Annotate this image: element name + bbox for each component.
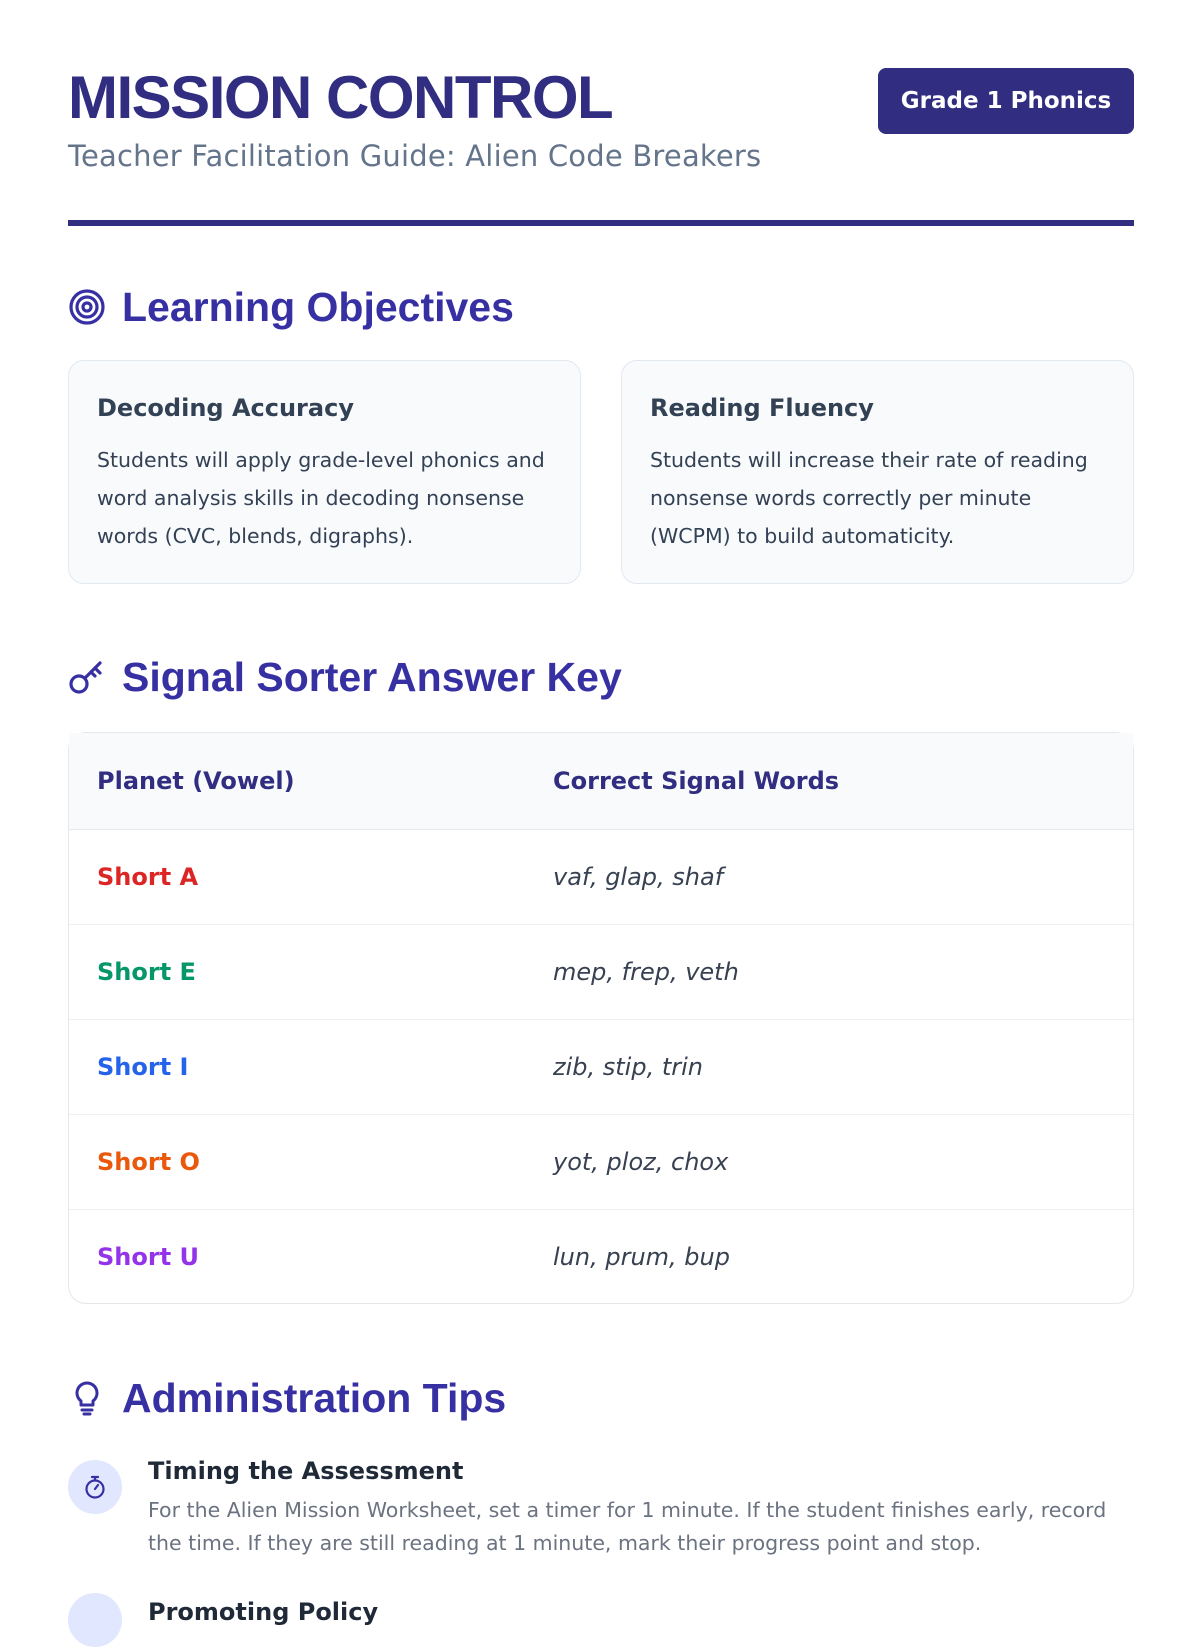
tip-title: Timing the Assessment xyxy=(148,1457,464,1485)
section-title: Learning Objectives xyxy=(122,284,514,330)
objectives-heading xyxy=(68,282,514,332)
column-header: Planet (Vowel) xyxy=(69,733,525,830)
answer-key-table xyxy=(68,732,1134,1304)
table-row xyxy=(69,925,1133,1020)
signal-words-cell: vaf, glap, shaf xyxy=(525,830,1133,925)
stopwatch-icon xyxy=(68,1460,122,1514)
page-title: MISSION CONTROL xyxy=(68,64,613,131)
signal-words-cell: lun, prum, bup xyxy=(553,1243,730,1271)
lightbulb-icon xyxy=(68,1379,106,1417)
table-header-row xyxy=(69,733,1133,830)
objective-card xyxy=(68,360,581,584)
answer-key-heading xyxy=(68,652,622,702)
table-row xyxy=(69,830,1133,925)
tip-title: Promoting Policy xyxy=(148,1598,379,1626)
tip-text: For the Alien Mission Worksheet, set a timer for 1 minute. If the student finishes early, record the time. If they are still reading at 1 minute, mark their progress point and stop. xyxy=(148,1498,1107,1555)
planet-vowel-cell: Short E xyxy=(69,925,525,1020)
planet-vowel-cell: Short I xyxy=(69,1020,525,1115)
table-row xyxy=(69,1115,1133,1210)
planet-vowel-cell: Short A xyxy=(69,830,525,925)
objectives-cards xyxy=(68,360,1134,584)
signal-words-cell: mep, frep, veth xyxy=(525,925,1133,1020)
tip-icon xyxy=(68,1593,122,1647)
tips-heading xyxy=(68,1373,506,1423)
objective-text: Students will increase their rate of reading nonsense words correctly per minute (WCPM) to build automaticity. xyxy=(650,448,1088,548)
objective-text: Students will apply grade-level phonics and word analysis skills in decoding nonsense words (CVC, blends, digraphs). xyxy=(97,448,545,548)
header-divider xyxy=(68,220,1134,226)
tip-item xyxy=(68,1454,1134,1554)
signal-words-cell: zib, stip, trin xyxy=(525,1020,1133,1115)
section-title: Signal Sorter Answer Key xyxy=(122,654,622,700)
key-icon xyxy=(68,658,106,696)
tip-item xyxy=(68,1585,1134,1626)
planet-vowel-cell: Short U xyxy=(97,1243,200,1271)
grade-badge: Grade 1 Phonics xyxy=(878,68,1134,134)
objective-title: Decoding Accuracy xyxy=(97,394,354,422)
column-header: Correct Signal Words xyxy=(525,733,1133,830)
teacher-guide-page xyxy=(68,0,1134,1626)
planet-vowel-cell: Short O xyxy=(69,1115,525,1210)
table-row xyxy=(69,1210,1133,1305)
objective-card xyxy=(621,360,1134,584)
signal-words-cell: yot, ploz, chox xyxy=(525,1115,1133,1210)
section-title: Administration Tips xyxy=(122,1375,507,1421)
target-icon xyxy=(68,288,106,326)
objective-title: Reading Fluency xyxy=(650,394,874,422)
page-subtitle: Teacher Facilitation Guide: Alien Code Breakers xyxy=(68,139,762,173)
table-row xyxy=(69,1020,1133,1115)
